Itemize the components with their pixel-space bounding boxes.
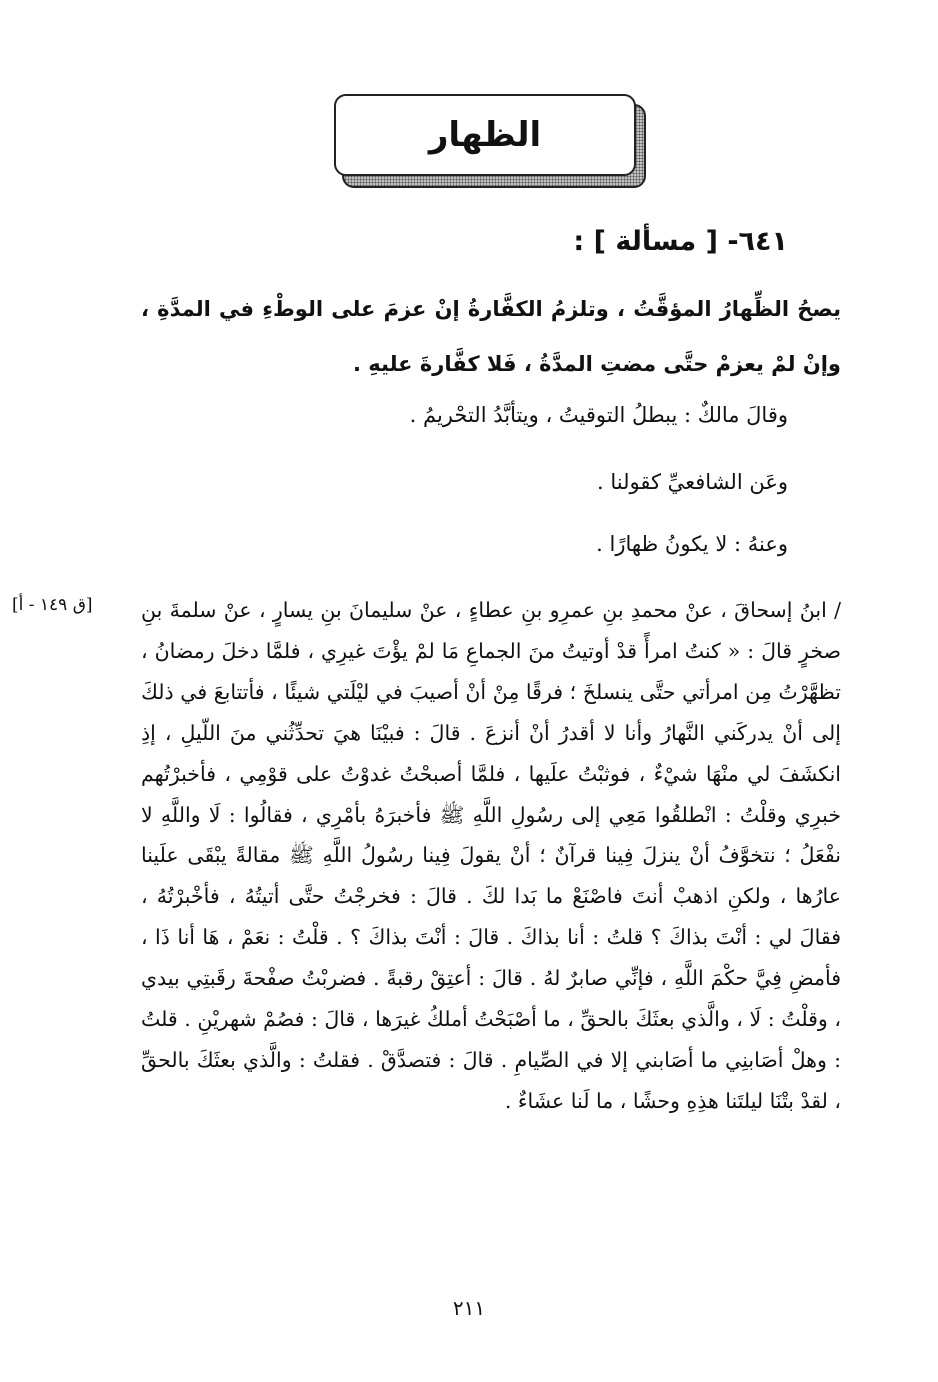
page-number: ٢١١ bbox=[452, 1296, 486, 1320]
hadith-narration: / ابنُ إسحاقَ ، عنْ محمدِ بنِ عمرِو بنِ عطاءٍ ، عنْ سليمانَ بنِ يسارٍ ، عنْ سلمةَ بنِ صخرٍ قالَ : « كنتُ امرأً قدْ أوتيتُ منَ الجماعِ مَا لمْ يؤْتَ غيرِي ، فلمَّا دخلَ رمضانُ ، تظهَّرْتُ مِن امرأتي حتَّى ينسلخَ ؛ فرقًا مِنْ أنْ أصيبَ في ليْلَتي شيئًا ، فأتتابعَ في ذلكَ إلى أنْ يدركَني النَّهارُ وأنا لا أقدرُ أنْ أنزعَ . قالَ : فبيْنَا هيَ تحدِّثُني منَ اللّيلِ ، إذِ انكشَفَ لي منْهَا شيْءٌ ، فوثبْتُ علَيها ، فلمَّا أصبحْتُ غدوْتُ على قوْمِي ، فأخبرْتُهم خبرِي وقلْتُ : انْطلقُوا مَعِي إلى رسُولِ اللَّهِ ﷺ فأخبرَهُ بأمْرِي ، فقالُوا : لَا واللَّهِ لا نفْعَلُ ؛ نتخوَّفُ أنْ ينزلَ فِينا قرآنٌ ؛ أنْ يقولَ فِينا رسُولُ اللَّهِ ﷺ مقالةً يبْقَى علَينا عارُها ، ولكنِ اذهبْ أنتَ فاصْنَعْ ما بَدا لكَ . قالَ : فخرجْتُ حتَّى أتيتُهُ ، فأخْبرْتُهُ ، فقالَ لي : أنْتَ بذاكَ ؟ قلتُ : أنا بذاكَ . قالَ : أنْتَ بذاكَ ؟ . قلْتُ : نعَمْ ، هَا أنا ذَا ، فأمضِ فِيَّ حكْمَ اللَّهِ ، فإنِّي صابرٌ لهُ . قالَ : أعتِقْ رقبةً . فضربْتُ صفْحةَ رقَبتِي بيدي ، وقلْتُ : لَا ، والَّذي بعثَكَ بالحقِّ ، ما أصْبَحْتُ أملكُ غيرَها ، قالَ : فصُمْ شهريْنِ . قلتُ : وهلْ أصَابنِي ما أصَابني إلا في الصِّيامِ . قالَ : فتصدَّقْ . فقلتُ : والَّذي بعثَكَ بالحقِّ ، لقدْ بتْنَا ليلتَنا هذِهِ وحشًا ، ما لَنا عشَاءٌ . bbox=[141, 598, 841, 1113]
chapter-title: الظهار bbox=[428, 115, 542, 155]
ruling-paragraph: يصحُ الظِّهارُ المؤقَّتُ ، وتلزمُ الكفَّارةُ إنْ عزمَ على الوطْءِ في المدَّةِ ، وإنْ لمْ يعزمْ حتَّى مضتِ المدَّةُ ، فَلا كفَّارةَ عليهِ . bbox=[141, 297, 841, 376]
issue-heading: ٦٤١- [ مسألة ] : bbox=[573, 226, 788, 257]
opinion-shafii-alt: وعنهُ : لا يكونُ ظهارًا . bbox=[596, 532, 788, 556]
chapter-title-box bbox=[334, 94, 636, 176]
opinion-malik: وقالَ مالكٌ : يبطلُ التوقيتُ ، ويتأبَّدُ التحْريمُ . bbox=[409, 403, 788, 427]
manuscript-folio-reference: [ق ١٤٩ - أ] bbox=[12, 595, 93, 615]
opinion-shafii: وعَن الشافعيِّ كقولنا . bbox=[597, 470, 788, 494]
